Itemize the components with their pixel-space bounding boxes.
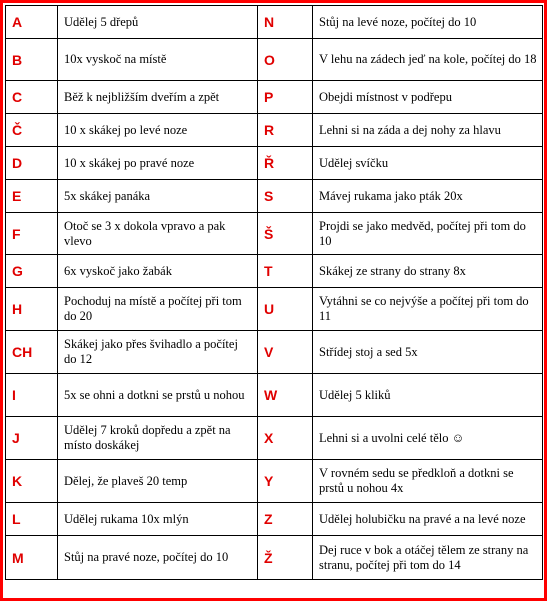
task-cell: Stůj na levé noze, počítej do 10 (313, 6, 543, 39)
table-row (6, 6, 543, 39)
letter-cell: A (6, 6, 58, 39)
table-row (6, 503, 543, 536)
letter-cell: Č (6, 114, 58, 147)
task-cell: Stůj na pravé noze, počítej do 10 (58, 536, 258, 580)
letter-cell: X (258, 417, 313, 460)
table-row (6, 288, 543, 331)
letter-cell: M (6, 536, 58, 580)
task-cell: Lehni si na záda a dej nohy za hlavu (313, 114, 543, 147)
letter-cell: F (6, 213, 58, 255)
task-cell: 6x vyskoč jako žabák (58, 255, 258, 288)
letter-cell: Ř (258, 147, 313, 180)
task-cell: 5x skákej panáka (58, 180, 258, 213)
task-cell: Skákej ze strany do strany 8x (313, 255, 543, 288)
task-cell: Projdi se jako medvěd, počítej při tom do 10 (313, 213, 543, 255)
table-row (6, 460, 543, 503)
task-cell: Běž k nejbližším dveřím a zpět (58, 81, 258, 114)
table-row (6, 114, 543, 147)
letter-cell: Ž (258, 536, 313, 580)
task-cell: 10 x skákej po pravé noze (58, 147, 258, 180)
table-row (6, 417, 543, 460)
task-cell: Lehni si a uvolni celé tělo ☺ (313, 417, 543, 460)
letter-cell: CH (6, 331, 58, 374)
task-cell: Udělej 5 dřepů (58, 6, 258, 39)
task-cell: Udělej holubičku na pravé a na levé noze (313, 503, 543, 536)
task-cell: Udělej 7 kroků dopředu a zpět na místo doskákej (58, 417, 258, 460)
task-cell: Udělej rukama 10x mlýn (58, 503, 258, 536)
exercise-table-body (6, 6, 543, 580)
exercise-table (5, 5, 543, 580)
table-row (6, 331, 543, 374)
table-row (6, 536, 543, 580)
table-row (6, 81, 543, 114)
letter-cell: D (6, 147, 58, 180)
task-cell: Mávej rukama jako pták 20x (313, 180, 543, 213)
letter-cell: Y (258, 460, 313, 503)
letter-cell: O (258, 39, 313, 81)
letter-cell: U (258, 288, 313, 331)
letter-cell: S (258, 180, 313, 213)
task-cell: 10 x skákej po levé noze (58, 114, 258, 147)
letter-cell: T (258, 255, 313, 288)
letter-cell: Z (258, 503, 313, 536)
table-row (6, 374, 543, 417)
task-cell: Udělej 5 kliků (313, 374, 543, 417)
table-row (6, 147, 543, 180)
task-cell: Vytáhni se co nejvýše a počítej při tom do 11 (313, 288, 543, 331)
letter-cell: R (258, 114, 313, 147)
task-cell: Skákej jako přes švihadlo a počítej do 12 (58, 331, 258, 374)
letter-cell: B (6, 39, 58, 81)
table-row (6, 180, 543, 213)
task-cell: Udělej svíčku (313, 147, 543, 180)
task-cell: V rovném sedu se předkloň a dotkni se prstů u nohou 4x (313, 460, 543, 503)
task-cell: V lehu na zádech jeď na kole, počítej do 18 (313, 39, 543, 81)
letter-cell: K (6, 460, 58, 503)
letter-cell: I (6, 374, 58, 417)
letter-cell: H (6, 288, 58, 331)
task-cell: Střídej stoj a sed 5x (313, 331, 543, 374)
letter-cell: G (6, 255, 58, 288)
task-cell: Dělej, že plaveš 20 temp (58, 460, 258, 503)
letter-cell: Š (258, 213, 313, 255)
table-row (6, 39, 543, 81)
task-cell: Pochoduj na místě a počítej při tom do 20 (58, 288, 258, 331)
letter-cell: P (258, 81, 313, 114)
letter-cell: L (6, 503, 58, 536)
table-row (6, 255, 543, 288)
task-cell: Dej ruce v bok a otáčej tělem ze strany na stranu, počítej při tom do 14 (313, 536, 543, 580)
task-cell: 5x se ohni a dotkni se prstů u nohou (58, 374, 258, 417)
task-cell: 10x vyskoč na místě (58, 39, 258, 81)
letter-cell: E (6, 180, 58, 213)
letter-cell: C (6, 81, 58, 114)
task-cell: Otoč se 3 x dokola vpravo a pak vlevo (58, 213, 258, 255)
letter-cell: N (258, 6, 313, 39)
task-cell: Obejdi místnost v podřepu (313, 81, 543, 114)
letter-cell: W (258, 374, 313, 417)
letter-cell: V (258, 331, 313, 374)
table-row (6, 213, 543, 255)
letter-cell: J (6, 417, 58, 460)
